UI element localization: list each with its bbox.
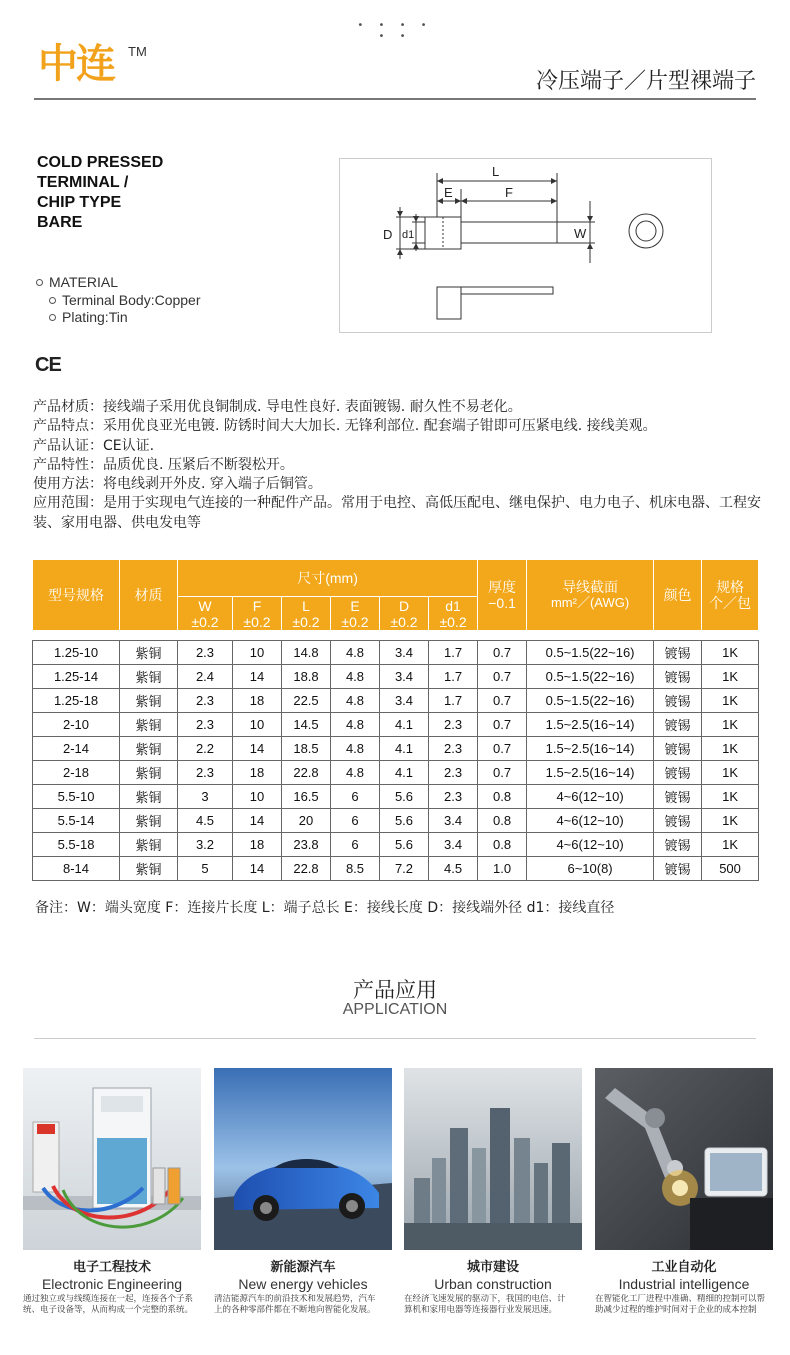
th-E-tol: ±0.2 bbox=[341, 613, 369, 630]
card-title-cn: 新能源汽车 bbox=[270, 1260, 336, 1275]
table-cell: 1K bbox=[702, 665, 759, 689]
label-F: F bbox=[505, 185, 513, 200]
tongue-outline bbox=[461, 222, 557, 243]
desc-certification: 产品认证：CE认证. bbox=[33, 437, 155, 454]
label-W: W bbox=[574, 226, 587, 241]
th-W-tol: ±0.2 bbox=[191, 613, 219, 630]
table-cell: 4.8 bbox=[331, 689, 380, 713]
table-cell: 紫铜 bbox=[120, 641, 178, 665]
table-row bbox=[33, 689, 759, 713]
table-cell: 14.5 bbox=[282, 713, 331, 737]
table-cell: 紫铜 bbox=[120, 689, 178, 713]
table-cell: 镀锡 bbox=[654, 857, 702, 881]
table-cell: 1K bbox=[702, 785, 759, 809]
table-cell: 紫铜 bbox=[120, 809, 178, 833]
card-text-line: 助减少过程的维护时间对于企业的成本控制 bbox=[595, 1305, 757, 1315]
table-cell: 镀锡 bbox=[654, 713, 702, 737]
card-title-en: Electronic Engineering bbox=[41, 1276, 183, 1292]
label-E: E bbox=[444, 185, 453, 200]
application-subtitle: APPLICATION bbox=[342, 1001, 448, 1018]
th-E bbox=[331, 597, 380, 631]
th-d1-label: d1 bbox=[445, 597, 461, 614]
table-cell: 8.5 bbox=[331, 857, 380, 881]
table-cell: 4.1 bbox=[380, 737, 429, 761]
table-cell: 4.5 bbox=[429, 857, 478, 881]
table-cell: 紫铜 bbox=[120, 713, 178, 737]
th-wire bbox=[527, 560, 654, 631]
table-cell: 18.8 bbox=[282, 665, 331, 689]
table-cell: 10 bbox=[233, 641, 282, 665]
table-cell: 镀锡 bbox=[654, 689, 702, 713]
table-cell: 3.4 bbox=[429, 833, 478, 857]
table-note: 备注：W：端头宽度 F：连接片长度 L：端子总长 E：接线长度 D：接线端外径 d1：接线直径 bbox=[35, 900, 615, 916]
table-cell: 3.4 bbox=[380, 665, 429, 689]
card-text bbox=[404, 1294, 582, 1316]
table-cell: 0.7 bbox=[478, 761, 527, 785]
material-line: Terminal Body:Copper bbox=[62, 291, 201, 308]
material-line: Plating:Tin bbox=[62, 309, 128, 325]
th-pack-label: 规格 bbox=[716, 579, 745, 595]
card-title-cn: 电子工程技术 bbox=[72, 1260, 151, 1275]
electronic-engineering-image bbox=[23, 1068, 201, 1250]
table-row bbox=[33, 641, 759, 665]
card-title-cn: 工业自动化 bbox=[651, 1260, 717, 1275]
desc-application: 应用范围：是用于实现电气连接的一种配件产品。常用于电控、高低压配电、继电保护、电力电子、机床电器、工程安装、家用电器、供电发电等 bbox=[33, 495, 761, 531]
table-cell: 1.25-10 bbox=[33, 641, 120, 665]
table-cell: 镀锡 bbox=[654, 737, 702, 761]
bullet-icon bbox=[36, 279, 43, 286]
table-cell: 3 bbox=[178, 785, 233, 809]
header-dots: • • • • • • bbox=[357, 20, 433, 42]
table-cell: 0.7 bbox=[478, 641, 527, 665]
table-cell: 镀锡 bbox=[654, 761, 702, 785]
table-cell: 4~6(12~10) bbox=[527, 809, 654, 833]
th-pack bbox=[702, 560, 759, 631]
table-cell: 2.3 bbox=[429, 761, 478, 785]
side-tongue bbox=[461, 287, 553, 294]
table-cell: 1K bbox=[702, 737, 759, 761]
application-card-urban bbox=[404, 1068, 582, 1316]
table-cell: 3.4 bbox=[380, 641, 429, 665]
table-cell: 14 bbox=[233, 737, 282, 761]
table-cell: 1.5~2.5(16~14) bbox=[527, 713, 654, 737]
table-cell: 1K bbox=[702, 689, 759, 713]
card-text-line: 上的各种零部件都在不断地向智能化发展。 bbox=[214, 1305, 376, 1315]
th-wire-unit: mm²／(AWG) bbox=[550, 595, 630, 610]
th-wire-label: 导线截面 bbox=[562, 579, 619, 595]
table-cell: 1.25-14 bbox=[33, 665, 120, 689]
table-cell: 1.5~2.5(16~14) bbox=[527, 761, 654, 785]
table-cell: 1.7 bbox=[429, 641, 478, 665]
bullet-icon bbox=[49, 314, 56, 321]
table-cell: 3.4 bbox=[380, 689, 429, 713]
title-line: COLD PRESSED bbox=[37, 154, 164, 171]
application-card-industrial bbox=[595, 1068, 773, 1316]
th-pack-unit: 个／包 bbox=[709, 595, 752, 611]
table-cell: 8-14 bbox=[33, 857, 120, 881]
label-L: L bbox=[492, 164, 500, 179]
th-d1 bbox=[429, 597, 478, 631]
th-size-group: 尺寸(mm) bbox=[178, 560, 478, 597]
table-cell: 10 bbox=[233, 713, 282, 737]
table-row bbox=[33, 665, 759, 689]
table-cell: 16.5 bbox=[282, 785, 331, 809]
card-text-line: 在智能化工厂进程中准确、精细的控制可以帮 bbox=[595, 1294, 766, 1304]
table-cell: 4.1 bbox=[380, 713, 429, 737]
th-material: 材质 bbox=[120, 560, 178, 631]
table-cell: 6~10(8) bbox=[527, 857, 654, 881]
th-F-tol: ±0.2 bbox=[243, 613, 271, 630]
card-text bbox=[595, 1294, 773, 1316]
new-energy-vehicle-image bbox=[214, 1068, 392, 1250]
desc-features: 产品特点：采用优良亚光电镀. 防锈时间大大加长. 无锋利部位. 配套端子钳即可压紧电线. 接线美观。 bbox=[33, 418, 657, 435]
table-cell: 14.8 bbox=[282, 641, 331, 665]
table-cell: 镀锡 bbox=[654, 809, 702, 833]
table-cell: 0.7 bbox=[478, 689, 527, 713]
card-text-line: 清洁能源汽车的前沿技术和发展趋势，汽车 bbox=[214, 1294, 376, 1304]
table-cell: 1.7 bbox=[429, 689, 478, 713]
th-W-label: W bbox=[198, 597, 212, 614]
table-row bbox=[33, 857, 759, 881]
table-cell: 18 bbox=[233, 833, 282, 857]
table-cell: 镀锡 bbox=[654, 665, 702, 689]
table-cell: 紫铜 bbox=[120, 665, 178, 689]
table-cell: 2.3 bbox=[178, 761, 233, 785]
th-L-tol: ±0.2 bbox=[292, 613, 320, 630]
table-cell: 1.0 bbox=[478, 857, 527, 881]
card-title-en: Urban construction bbox=[434, 1276, 552, 1292]
trademark-mark: TM bbox=[128, 44, 147, 59]
application-title: 产品应用 bbox=[353, 978, 437, 1002]
label-D: D bbox=[383, 227, 393, 242]
ring-outer bbox=[629, 214, 663, 248]
side-barrel bbox=[437, 287, 461, 319]
table-gap bbox=[33, 631, 759, 641]
table-cell: 紫铜 bbox=[120, 833, 178, 857]
english-product-title bbox=[37, 153, 163, 233]
urban-construction-image bbox=[404, 1068, 582, 1250]
table-cell: 0.7 bbox=[478, 713, 527, 737]
page-title: 冷压端子／片型裸端子 bbox=[535, 69, 756, 94]
card-title-en: New energy vehicles bbox=[238, 1276, 368, 1292]
table-cell: 镀锡 bbox=[654, 833, 702, 857]
table-cell: 4.8 bbox=[331, 713, 380, 737]
table-cell: 4.8 bbox=[331, 761, 380, 785]
th-d1-tol: ±0.2 bbox=[439, 613, 467, 630]
th-L bbox=[282, 597, 331, 631]
table-cell: 4.1 bbox=[380, 761, 429, 785]
table-cell: 18 bbox=[233, 761, 282, 785]
material-heading: MATERIAL bbox=[49, 274, 118, 290]
table-cell: 14 bbox=[233, 857, 282, 881]
table-cell: 2.3 bbox=[429, 785, 478, 809]
table-cell: 紫铜 bbox=[120, 785, 178, 809]
th-thickness-label: 厚度 bbox=[488, 579, 517, 595]
table-cell: 0.8 bbox=[478, 833, 527, 857]
ce-mark: CE bbox=[35, 354, 61, 376]
table-cell: 0.8 bbox=[478, 809, 527, 833]
th-color: 颜色 bbox=[654, 560, 702, 631]
header-divider bbox=[34, 98, 756, 100]
title-line: BARE bbox=[37, 214, 83, 231]
table-cell: 0.5~1.5(22~16) bbox=[527, 665, 654, 689]
th-L-label: L bbox=[302, 597, 310, 614]
product-description bbox=[33, 398, 763, 533]
table-cell: 4~6(12~10) bbox=[527, 785, 654, 809]
table-cell: 镀锡 bbox=[654, 641, 702, 665]
application-card-electronic bbox=[23, 1068, 201, 1316]
spec-table bbox=[32, 559, 759, 881]
table-cell: 5.5-14 bbox=[33, 809, 120, 833]
table-cell: 14 bbox=[233, 665, 282, 689]
th-thickness bbox=[478, 560, 527, 631]
table-cell: 5.5-10 bbox=[33, 785, 120, 809]
card-text-line: 在经济飞速发展的驱动下，我国的电信、计 bbox=[404, 1294, 566, 1304]
th-D-label: D bbox=[398, 597, 410, 614]
table-cell: 2.3 bbox=[429, 737, 478, 761]
title-line: TERMINAL / bbox=[37, 174, 129, 191]
terminal-dimension-diagram bbox=[339, 158, 712, 333]
table-cell: 2-18 bbox=[33, 761, 120, 785]
th-F-label: F bbox=[252, 597, 262, 614]
table-cell: 1.7 bbox=[429, 665, 478, 689]
table-row bbox=[33, 833, 759, 857]
table-cell: 紫铜 bbox=[120, 857, 178, 881]
table-cell: 10 bbox=[233, 785, 282, 809]
table-cell: 2.4 bbox=[178, 665, 233, 689]
card-text bbox=[214, 1294, 392, 1316]
industrial-intelligence-image bbox=[595, 1068, 773, 1250]
table-cell: 2-14 bbox=[33, 737, 120, 761]
label-d1: d1 bbox=[402, 229, 415, 241]
table-cell: 2.3 bbox=[429, 713, 478, 737]
table-cell: 5.6 bbox=[380, 785, 429, 809]
table-row bbox=[33, 809, 759, 833]
table-cell: 7.2 bbox=[380, 857, 429, 881]
bullet-icon bbox=[49, 297, 56, 304]
th-W bbox=[178, 597, 233, 631]
table-cell: 3.2 bbox=[178, 833, 233, 857]
table-cell: 6 bbox=[331, 833, 380, 857]
table-cell: 5.5-18 bbox=[33, 833, 120, 857]
table-cell: 22.5 bbox=[282, 689, 331, 713]
table-cell: 4.8 bbox=[331, 665, 380, 689]
table-cell: 14 bbox=[233, 809, 282, 833]
application-divider bbox=[34, 1038, 756, 1039]
table-cell: 0.7 bbox=[478, 665, 527, 689]
title-line: CHIP TYPE bbox=[37, 194, 122, 211]
table-cell: 0.5~1.5(22~16) bbox=[527, 641, 654, 665]
table-cell: 20 bbox=[282, 809, 331, 833]
th-D bbox=[380, 597, 429, 631]
card-title-en: Industrial intelligence bbox=[618, 1276, 750, 1292]
th-D-tol: ±0.2 bbox=[390, 613, 418, 630]
table-row bbox=[33, 785, 759, 809]
table-cell: 18 bbox=[233, 689, 282, 713]
table-cell: 1K bbox=[702, 809, 759, 833]
table-cell: 0.8 bbox=[478, 785, 527, 809]
table-cell: 22.8 bbox=[282, 761, 331, 785]
material-info bbox=[36, 274, 201, 327]
th-thickness-tol: −0.1 bbox=[488, 595, 516, 611]
card-text bbox=[23, 1294, 201, 1316]
card-title-cn: 城市建设 bbox=[466, 1260, 519, 1275]
table-cell: 6 bbox=[331, 785, 380, 809]
card-text-line: 统、电子设备等，从而构成一个完整的系统。 bbox=[23, 1305, 194, 1315]
table-cell: 22.8 bbox=[282, 857, 331, 881]
th-E-label: E bbox=[350, 597, 360, 614]
table-cell: 0.7 bbox=[478, 737, 527, 761]
table-row bbox=[33, 761, 759, 785]
table-cell: 1.5~2.5(16~14) bbox=[527, 737, 654, 761]
desc-material: 产品材质：接线端子采用优良铜制成. 导电性良好. 表面镀锡. 耐久性不易老化。 bbox=[33, 399, 522, 415]
table-cell: 1K bbox=[702, 833, 759, 857]
table-cell: 4.5 bbox=[178, 809, 233, 833]
terminal-drawing bbox=[340, 159, 711, 332]
table-cell: 500 bbox=[702, 857, 759, 881]
table-cell: 23.8 bbox=[282, 833, 331, 857]
table-cell: 0.5~1.5(22~16) bbox=[527, 689, 654, 713]
table-cell: 6 bbox=[331, 809, 380, 833]
table-cell: 1K bbox=[702, 761, 759, 785]
table-cell: 镀锡 bbox=[654, 785, 702, 809]
brand-logo: 中连 bbox=[38, 41, 114, 87]
th-model: 型号规格 bbox=[33, 560, 120, 631]
table-cell: 2.3 bbox=[178, 689, 233, 713]
card-text-line: 算机和家用电器等连接器行业发展迅速。 bbox=[404, 1305, 558, 1315]
table-cell: 1K bbox=[702, 713, 759, 737]
table-cell: 4~6(12~10) bbox=[527, 833, 654, 857]
table-cell: 2.2 bbox=[178, 737, 233, 761]
table-cell: 5.6 bbox=[380, 833, 429, 857]
card-text-line: 通过独立或与线缆连接在一起，连接各个子系 bbox=[23, 1294, 194, 1304]
table-cell: 紫铜 bbox=[120, 737, 178, 761]
table-cell: 紫铜 bbox=[120, 761, 178, 785]
table-cell: 5.6 bbox=[380, 809, 429, 833]
table-cell: 3.4 bbox=[429, 809, 478, 833]
table-cell: 4.8 bbox=[331, 737, 380, 761]
desc-characteristics: 产品特性：品质优良. 压紧后不断裂松开。 bbox=[33, 456, 294, 473]
ring-inner bbox=[636, 221, 656, 241]
table-cell: 2.3 bbox=[178, 641, 233, 665]
table-cell: 1.25-18 bbox=[33, 689, 120, 713]
table-cell: 5 bbox=[178, 857, 233, 881]
table-row bbox=[33, 713, 759, 737]
desc-usage: 使用方法：将电线剥开外皮. 穿入端子后铜管。 bbox=[33, 476, 322, 493]
th-F bbox=[233, 597, 282, 631]
table-cell: 18.5 bbox=[282, 737, 331, 761]
table-cell: 2-10 bbox=[33, 713, 120, 737]
table-cell: 2.3 bbox=[178, 713, 233, 737]
table-cell: 4.8 bbox=[331, 641, 380, 665]
application-card-vehicle bbox=[214, 1068, 392, 1316]
table-cell: 1K bbox=[702, 641, 759, 665]
table-row bbox=[33, 737, 759, 761]
